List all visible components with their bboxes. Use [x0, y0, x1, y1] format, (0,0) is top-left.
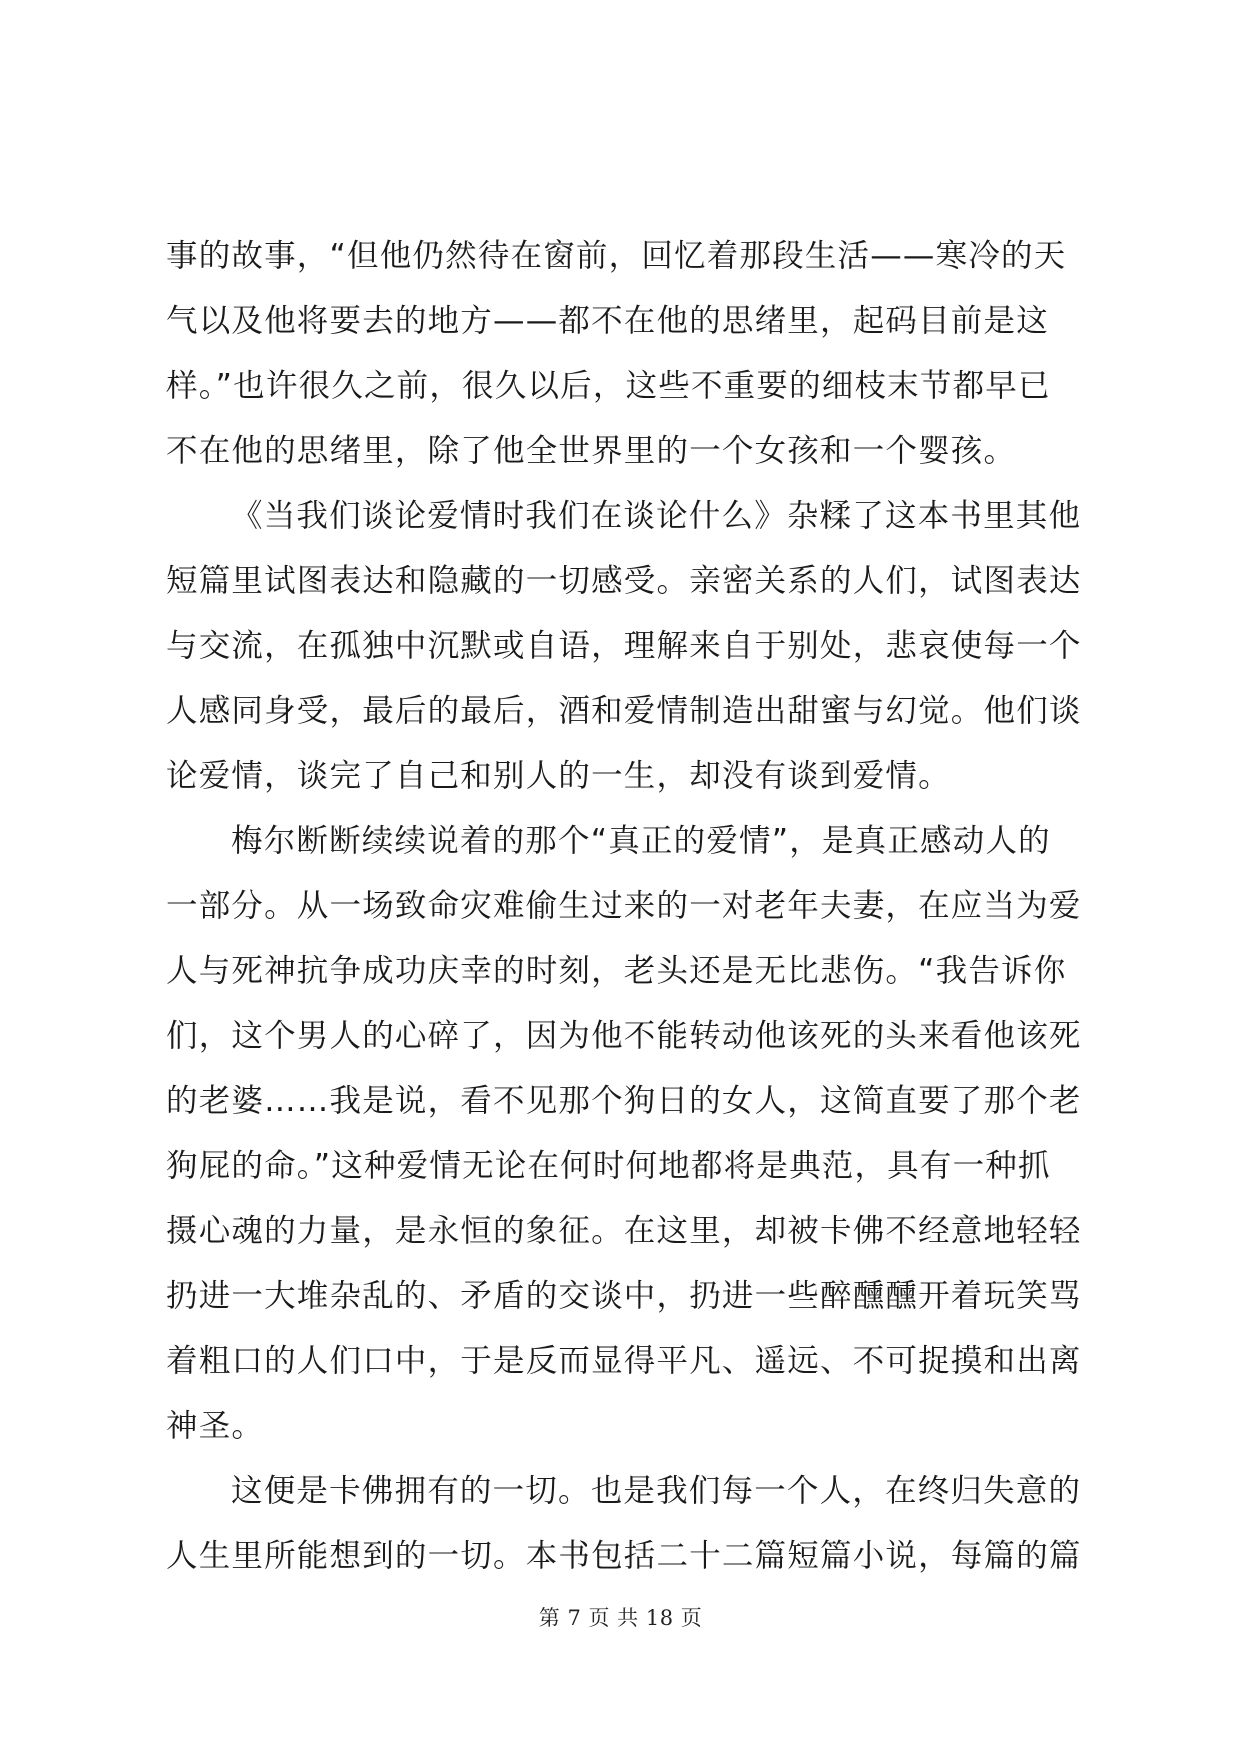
text-line: 样。”也许很久之前，很久以后，这些不重要的细枝末节都早已: [166, 368, 1051, 404]
text-line: 神圣。: [166, 1408, 265, 1444]
text-line: 的老婆……我是说，看不见那个狗日的女人，这简直要了那个老: [166, 1083, 1082, 1119]
text-line: 气以及他将要去的地方——都不在他的思绪里，起码目前是这: [166, 303, 1049, 339]
text-line: 事的故事，“但他仍然待在窗前，回忆着那段生活——寒冷的天: [166, 238, 1067, 274]
text-line: 一部分。从一场致命灾难偷生过来的一对老年夫妻，在应当为爱: [166, 888, 1082, 924]
text-line: 人与死神抗争成功庆幸的时刻，老头还是无比悲伤。“我告诉你: [166, 953, 1067, 989]
document-body: [166, 224, 1082, 1589]
text-line: 与交流，在孤独中沉默或自语，理解来自于别处，悲哀使每一个: [166, 628, 1082, 664]
text-line: 人生里所能想到的一切。本书包括二十二篇短篇小说，每篇的篇: [166, 1538, 1082, 1574]
text-line: 摄心魂的力量，是永恒的象征。在这里，却被卡佛不经意地轻轻: [166, 1213, 1082, 1249]
text-line: 这便是卡佛拥有的一切。也是我们每一个人，在终归失意的: [231, 1473, 1082, 1509]
text-line: 扔进一大堆杂乱的、矛盾的交谈中，扔进一些醉醺醺开着玩笑骂: [166, 1278, 1082, 1314]
text-line: 狗屁的命。”这种爱情无论在何时何地都将是典范，具有一种抓: [166, 1148, 1051, 1184]
text-line: 人感同身受，最后的最后，酒和爱情制造出甜蜜与幻觉。他们谈: [166, 693, 1082, 729]
text-line: 论爱情，谈完了自己和别人的一生，却没有谈到爱情。: [166, 758, 951, 794]
text-line: 《当我们谈论爱情时我们在谈论什么》杂糅了这本书里其他: [231, 498, 1082, 534]
text-line: 短篇里试图表达和隐藏的一切感受。亲密关系的人们，试图表达: [166, 563, 1082, 599]
text-line: 们，这个男人的心碎了，因为他不能转动他该死的头来看他该死: [166, 1018, 1082, 1054]
text-line: 着粗口的人们口中，于是反而显得平凡、遥远、不可捉摸和出离: [166, 1343, 1082, 1379]
text-line: 不在他的思绪里，除了他全世界里的一个女孩和一个婴孩。: [166, 433, 1017, 469]
text-line: 梅尔断断续续说着的那个“真正的爱情”，是真正感动人的: [231, 823, 1051, 859]
page-number-footer: 第 7 页 共 18 页: [538, 1606, 703, 1630]
